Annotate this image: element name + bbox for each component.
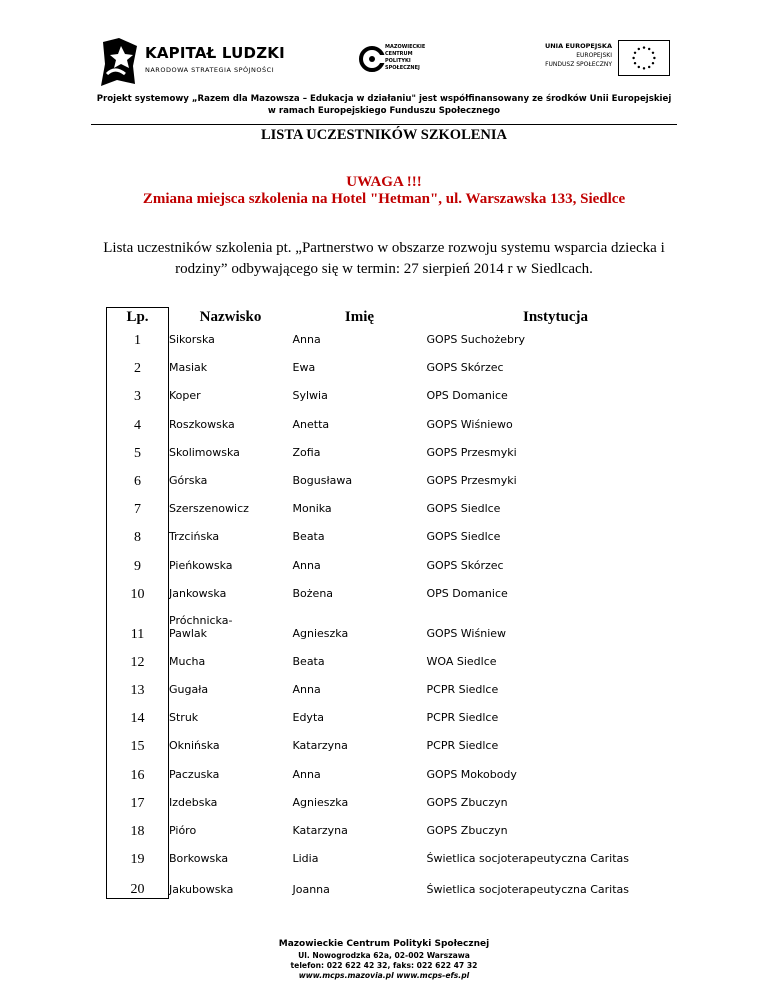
mcps-line-4: SPOŁECZNEJ (385, 65, 420, 71)
cell-nazwisko: Pióro (169, 824, 197, 837)
cell-nazwisko: Sikorska (169, 333, 215, 346)
cell-instytucja: PCPR Siedlce (426, 711, 499, 725)
cell-nazwisko-line-2: Pawlak (169, 626, 208, 640)
project-line-1: Projekt systemowy „Razem dla Mazowsza – Edukacja w działaniu" jest współfinansowany ze środków Unii Europejskiej (96, 94, 672, 104)
cell-imie: Katarzyna (292, 739, 348, 753)
table-row (107, 434, 685, 462)
page-title: LISTA UCZESTNIKÓW SZKOLENIA (260, 127, 508, 143)
table-row (107, 727, 685, 755)
cell-instytucja: GOPS Skórzec (426, 361, 504, 375)
cell-imie: Monika (292, 502, 332, 516)
cell-imie: Agnieszka (292, 626, 349, 640)
eu-flag-icon (618, 40, 670, 76)
cell-lp: 2 (107, 349, 169, 377)
cell-nazwisko: Struk (169, 711, 199, 725)
cell-lp: 20 (107, 868, 169, 899)
eu-line-2: EUROPEJSKI (576, 52, 612, 59)
header-imie: Imię (344, 309, 375, 325)
kapital-ludzki-subtitle: NARODOWA STRATEGIA SPÓJNOŚCI (145, 66, 275, 74)
cell-nazwisko: Koper (169, 389, 201, 403)
cell-lp: 13 (107, 671, 169, 699)
footer-phone: telefon: 022 622 42 32, faks: 022 622 47 32 (290, 961, 478, 970)
cell-lp: 15 (107, 727, 169, 755)
cell-lp: 19 (107, 840, 169, 868)
kapital-ludzki-title: KAPITAŁ LUDZKI (145, 44, 285, 62)
cell-nazwisko: Szerszenowicz (169, 502, 249, 516)
cell-nazwisko: Gugała (169, 683, 209, 697)
intro-text (70, 238, 698, 280)
cell-instytucja: GOPS Wiśniewo (426, 417, 513, 431)
cell-imie: Lidia (292, 852, 319, 866)
cell-lp: 9 (107, 546, 169, 574)
cell-imie: Anna (292, 558, 321, 572)
kapital-ludzki-logo (97, 36, 285, 88)
header-divider (91, 124, 677, 125)
mcps-circle-icon (359, 46, 385, 72)
table-row (107, 643, 685, 671)
cell-imie: Zofia (292, 445, 321, 459)
table-row (107, 462, 685, 490)
cell-instytucja: OPS Domanice (426, 389, 508, 403)
cell-imie: Beata (292, 530, 325, 544)
cell-lp: 8 (107, 518, 169, 546)
mcps-line-2: CENTRUM (385, 51, 413, 57)
cell-instytucja: PCPR Siedlce (426, 683, 499, 697)
table-row (107, 490, 685, 518)
table-row (107, 784, 685, 812)
table-row (107, 812, 685, 840)
cell-imie: Sylwia (292, 389, 328, 403)
intro-line-1: Lista uczestników szkolenia pt. „Partnerstwo w obszarze rozwoju systemu wsparcia dziecka i (103, 240, 665, 256)
cell-instytucja: PCPR Siedlce (426, 739, 499, 753)
cell-lp: 10 (107, 575, 169, 603)
cell-instytucja: GOPS Siedlce (426, 502, 501, 516)
participants-table (106, 307, 685, 899)
cell-nazwisko: Pieńkowska (169, 558, 233, 572)
cell-imie: Ewa (292, 361, 316, 375)
cell-nazwisko: Jakubowska (169, 882, 234, 896)
cell-lp: 5 (107, 434, 169, 462)
mcps-logo-text (385, 44, 425, 72)
kapital-ludzki-emblem-icon (97, 36, 139, 88)
eu-title: UNIA EUROPEJSKA (544, 42, 612, 50)
cell-instytucja: OPS Domanice (426, 586, 508, 600)
cell-nazwisko: Paczuska (169, 767, 220, 781)
table-row (107, 575, 685, 603)
table-header-row (107, 308, 685, 327)
cell-imie: Anna (292, 333, 321, 346)
cell-lp: 18 (107, 812, 169, 840)
table-row (107, 868, 685, 899)
table-row (107, 326, 685, 349)
mcps-logo (359, 44, 439, 80)
footer (60, 938, 708, 981)
cell-nazwisko: Oknińska (169, 739, 220, 753)
eu-line-3: FUNDUSZ SPOŁECZNY (545, 61, 612, 68)
cell-instytucja: GOPS Zbuczyn (426, 795, 508, 809)
cell-imie: Anna (292, 683, 321, 697)
cell-imie: Beata (292, 654, 325, 668)
table-row (107, 755, 685, 783)
project-info (60, 94, 708, 117)
project-line-2: w ramach Europejskiego Funduszu Społecznego (267, 105, 501, 116)
cell-instytucja: GOPS Suchożebry (426, 333, 526, 346)
cell-nazwisko: Roszkowska (169, 417, 235, 431)
cell-imie: Katarzyna (292, 824, 348, 837)
cell-imie: Edyta (292, 711, 324, 725)
cell-imie: Agnieszka (292, 795, 349, 809)
table-row (107, 405, 685, 433)
table-row (107, 546, 685, 574)
cell-nazwisko: Trzcińska (169, 530, 220, 544)
cell-nazwisko: Izdebska (169, 795, 218, 809)
header-logos (0, 22, 768, 88)
cell-instytucja: Świetlica socjoterapeutyczna Caritas (426, 882, 630, 896)
cell-nazwisko: Górska (169, 473, 208, 487)
footer-websites: www.mcps.mazovia.pl www.mcps-efs.pl (298, 971, 470, 980)
cell-lp: 11 (107, 603, 169, 643)
table-row (107, 840, 685, 868)
cell-nazwisko: Mucha (169, 654, 206, 668)
notice-text: Zmiana miejsca szkolenia na Hotel "Hetman", ul. Warszawska 133, Siedlce (142, 191, 626, 207)
table-row (107, 671, 685, 699)
cell-nazwisko: Borkowska (169, 852, 229, 866)
cell-instytucja: GOPS Przesmyki (426, 445, 517, 459)
table-row (107, 518, 685, 546)
cell-lp: 1 (107, 326, 169, 349)
notice-heading: UWAGA !!! (346, 174, 422, 190)
notice (40, 174, 728, 208)
cell-instytucja: Świetlica socjoterapeutyczna Caritas (426, 852, 630, 866)
cell-nazwisko: Skolimowska (169, 445, 240, 459)
eu-logo-text (545, 42, 612, 69)
cell-imie: Anetta (292, 417, 330, 431)
intro-line-2: rodziny” odbywającego się w termin: 27 sierpień 2014 r w Siedlcach. (175, 261, 593, 277)
cell-imie: Bogusława (292, 473, 353, 487)
cell-instytucja: GOPS Skórzec (426, 558, 504, 572)
cell-instytucja: GOPS Wiśniew (426, 626, 507, 640)
cell-imie: Bożena (292, 586, 334, 600)
cell-instytucja: GOPS Zbuczyn (426, 824, 508, 837)
header-instytucja: Instytucja (522, 309, 588, 325)
cell-lp: 7 (107, 490, 169, 518)
cell-lp: 3 (107, 377, 169, 405)
header-nazwisko: Nazwisko (199, 309, 262, 325)
cell-instytucja: WOA Siedlce (426, 654, 497, 668)
cell-nazwisko: Jankowska (169, 586, 227, 600)
table-row (107, 603, 685, 643)
cell-imie: Anna (292, 767, 321, 781)
cell-instytucja: GOPS Siedlce (426, 530, 501, 544)
mcps-line-3: POLITYKI (385, 58, 411, 64)
cell-lp: 6 (107, 462, 169, 490)
cell-imie: Joanna (292, 882, 330, 896)
cell-nazwisko (169, 603, 293, 643)
header-lp: Lp. (107, 308, 169, 327)
cell-lp: 14 (107, 699, 169, 727)
cell-instytucja: GOPS Mokobody (426, 767, 517, 781)
eu-logo (530, 40, 670, 84)
mcps-line-1: MAZOWIECKIE (385, 44, 426, 50)
table-row (107, 377, 685, 405)
cell-lp: 16 (107, 755, 169, 783)
cell-lp: 4 (107, 405, 169, 433)
cell-lp: 17 (107, 784, 169, 812)
cell-instytucja: GOPS Przesmyki (426, 473, 517, 487)
footer-address: Ul. Nowogrodzka 62a, 02-002 Warszawa (298, 951, 470, 960)
footer-organization: Mazowieckie Centrum Polityki Społecznej (278, 939, 490, 949)
table-row (107, 349, 685, 377)
cell-nazwisko-line-1: Próchnicka- (169, 613, 233, 627)
table-row (107, 699, 685, 727)
cell-nazwisko: Masiak (169, 361, 208, 375)
cell-lp: 12 (107, 643, 169, 671)
